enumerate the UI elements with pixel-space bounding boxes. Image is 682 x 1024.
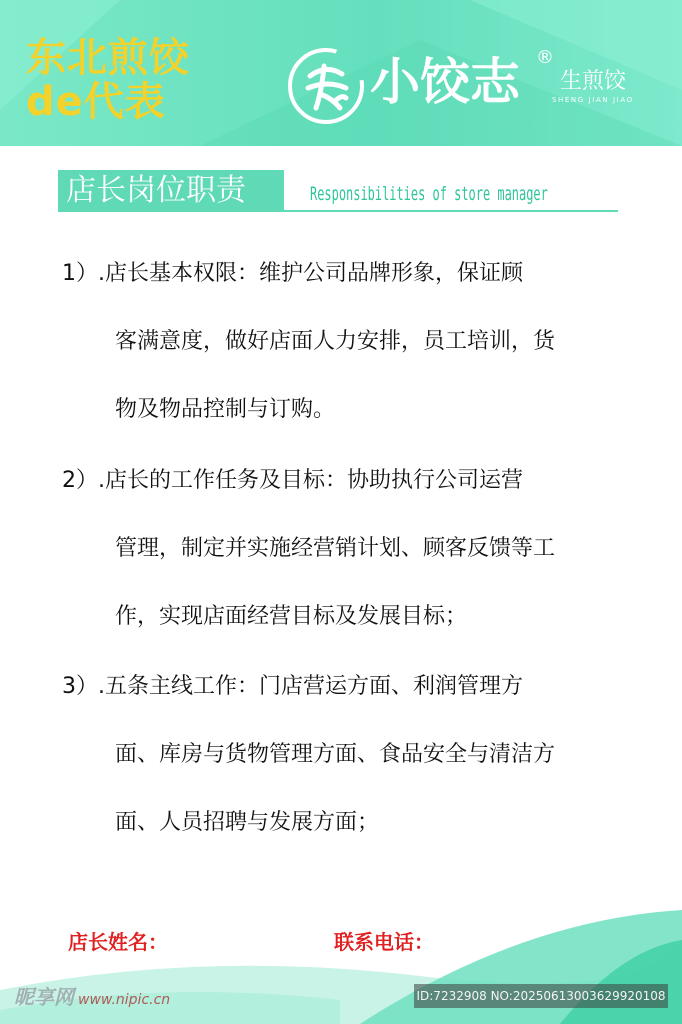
section-title: 店长岗位职责 (66, 173, 246, 208)
responsibility-item-2 (62, 447, 642, 651)
section-title-english: Responsibilities of store manager (310, 183, 548, 205)
header-banner (0, 0, 682, 146)
contact-phone-label: 联系电话： (334, 930, 434, 954)
section-underline (284, 210, 618, 212)
registered-mark: ® (536, 47, 554, 68)
watermark-site-url: www.nipic.cn (78, 992, 171, 1008)
responsibility-item-1 (62, 240, 642, 444)
item-2-line-1: 2）.店长的工作任务及目标：协助执行公司运营 (62, 468, 523, 493)
item-2-line-3: 作，实现店面经营目标及发展目标； (115, 604, 468, 629)
watermark-site (14, 985, 170, 1012)
item-1-line-3: 物及物品控制与订购。 (115, 397, 336, 422)
item-3-line-3: 面、人员招聘与发展方面； (115, 810, 380, 835)
slogan-line-1: 东北煎饺 (26, 35, 190, 81)
brand-subtitle: 生煎饺 (560, 69, 627, 94)
item-1-line-1: 1）.店长基本权限：维护公司品牌形象，保证顾 (62, 261, 523, 286)
item-3-line-2: 面、库房与货物管理方面、食品安全与清洁方 (115, 742, 556, 767)
brand-pinyin: SHENG JIAN JIAO (552, 96, 634, 104)
item-2-line-2: 管理，制定并实施经营销计划、顾客反馈等工 (115, 536, 556, 561)
brand-name: 小饺志 (370, 52, 520, 111)
item-1-line-2: 客满意度，做好店面人力安排，员工培训，货 (115, 329, 556, 354)
slogan (26, 36, 190, 124)
responsibility-item-3 (62, 653, 642, 857)
slogan-line-2: de代表 (26, 79, 166, 125)
watermark-site-name: 昵享网 (14, 985, 74, 1009)
watermark-id: ID:7232908 NO:20250613003629920108 (414, 984, 668, 1008)
manager-name-label: 店长姓名： (68, 930, 168, 954)
item-3-line-1: 3）.五条主线工作：门店营运方面、利润管理方 (62, 674, 523, 699)
calligraphy-logo-icon (286, 46, 366, 126)
